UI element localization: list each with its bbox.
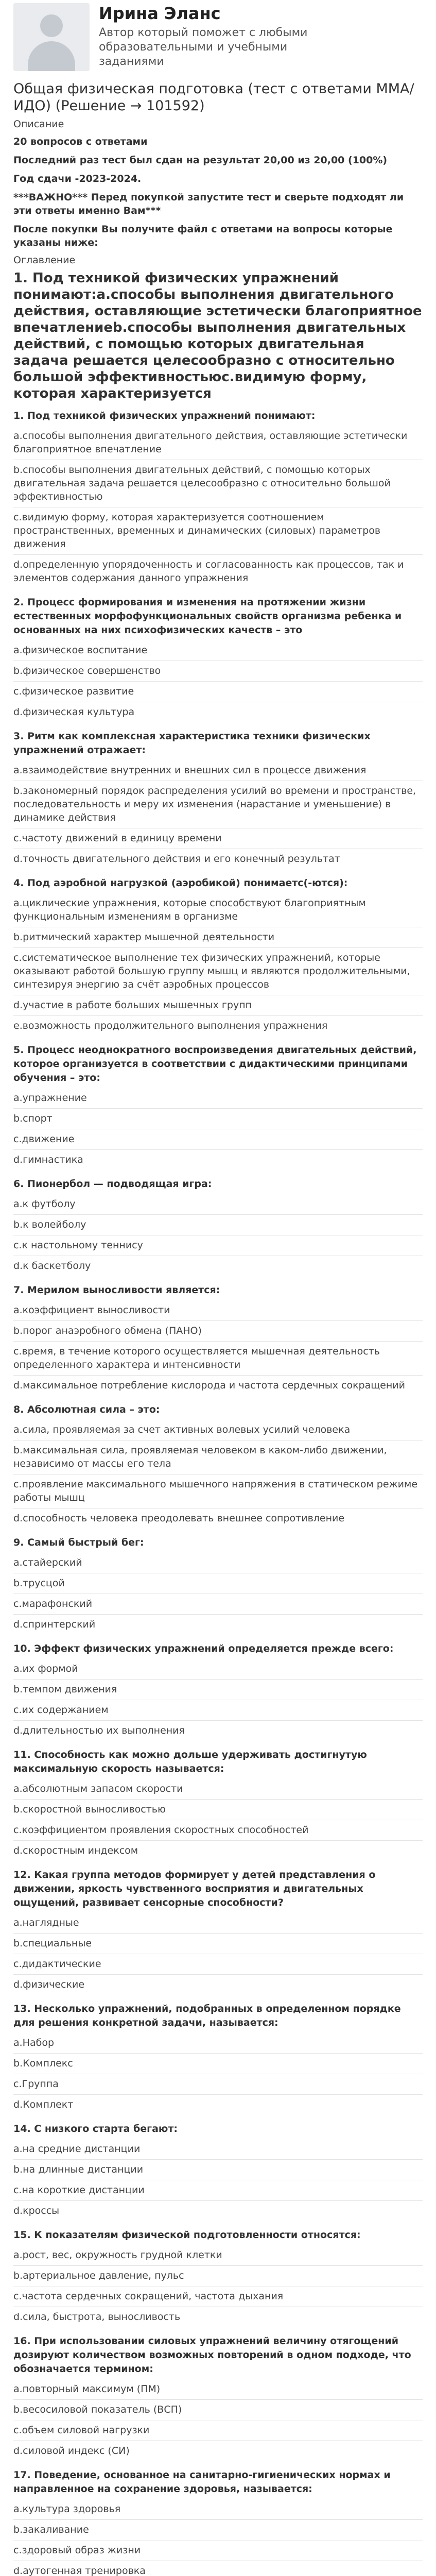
answer-option: b.специальные [13,1934,423,1954]
answer-option: b.максимальная сила, проявляемая человеком в каком-либо движении, независимо от массы его тела [13,1440,423,1475]
author-info [99,3,341,69]
question-text: 14. С низкого старта бегают: [13,2123,178,2134]
question-text: 5. Процесс неоднократного воспроизведения двигательных действий, которое организуется в соответствии с дидактическими принципами обучения – это: [13,1044,417,1083]
answer-option: c.марафонский [13,1594,423,1615]
question-block [13,1283,423,1396]
answer-options [13,1088,423,1170]
answer-options [13,1779,423,1861]
question-text: 1. Под техникой физических упражнений понимают: [13,410,316,421]
answer-option: c.их содержанием [13,1700,423,1721]
pass-year: Год сдачи -2023-2024. [13,173,142,184]
answer-option: c.частота сердечных сокращений, частота дыхания [13,2286,423,2307]
answer-option: d.Комплект [13,2099,74,2110]
answer-option: c.видимую форму, которая характеризуется соотношением пространственных, временных и динамических (силовых) параметров движения [13,507,423,555]
answer-options [13,1420,423,1529]
question-block [13,2002,423,2115]
question-block [13,2122,423,2221]
question-text: 6. Пионербол — подводящая игра: [13,1178,212,1190]
answer-option: d.к баскетболу [13,1260,91,1272]
answer-option: c.частоту движений в единицу времени [13,828,423,849]
answer-options [13,2139,423,2221]
answer-option: b.Комплекс [13,2054,423,2074]
answer-option: b.к волейболу [13,1215,423,1235]
answer-option: b.физическое совершенство [13,661,423,682]
question-text: 9. Самый быстрый бег: [13,1537,144,1548]
author-name[interactable]: Ирина Эланс [99,4,221,23]
answer-option: c.время, в течение которого осуществляется мышечная деятельность определенного характера и интенсивности [13,1342,423,1376]
answer-options [13,760,423,869]
question-block [13,730,423,869]
answer-option: b.ритмический характер мышечной деятельности [13,927,423,948]
answer-option: b.скоростной выносливостью [13,1800,423,1820]
answer-option: a.абсолютным запасом скорости [13,1779,423,1800]
answer-option: b.способы выполнения двигательных действий, с помощью которых двигательная задача решается целесообразно с относительно большой эффективностью [13,460,423,507]
answer-option: b.артериальное давление, пульс [13,2266,423,2286]
answer-options [13,2379,423,2461]
question-block [13,1868,423,1995]
answer-option: a.сила, проявляемая за счет активных волевых усилий человека [13,1420,423,1440]
answer-option: d.точность двигательного действия и его конечный результат [13,853,340,865]
avatar-placeholder-body [28,41,75,71]
answer-options [13,2245,423,2327]
question-block [13,2468,423,2576]
description-label: Описание [13,118,64,130]
question-text: 3. Ритм как комплексная характеристика техники физических упражнений отражает: [13,731,371,756]
answer-option: a.культура здоровья [13,2499,423,2520]
question-block [13,1043,423,1170]
question-block [13,876,423,1036]
answer-option: b.трусцой [13,1573,423,1594]
question-block [13,1642,423,1741]
toc-label: Оглавление [13,255,76,266]
answer-option: c.Группа [13,2074,423,2095]
answer-option: c.дидактические [13,1954,423,1975]
answer-option: b.темпом движения [13,1680,423,1700]
answer-option: d.гимнастика [13,1154,83,1165]
answer-option: d.максимальное потребление кислорода и частота сердечных сокращений [13,1380,405,1391]
answer-option: d.физическая культура [13,706,135,718]
answer-options [13,426,423,588]
answer-option: a.к футболу [13,1194,423,1215]
answer-options [13,1913,423,1995]
intro-question: 1. Под техникой физических упражнений понимают:a.способы выполнения двигательного действия, оставляющие эстетически благоприятное впечатлениеb.способы выполнения двигательных действий, с помощью которых двигательная задача решается целесообразно с относительно большой эффективностьюc.видимую форму, которая характеризуется [13,270,422,401]
answer-option: d.спринтерский [13,1619,96,1630]
answer-option: d.физические [13,1979,85,1990]
answer-option: d.силовой индекс (СИ) [13,2445,130,2456]
question-text: 16. При использовании силовых упражнений величину отягощений дозируют количеством возможных повторений в одном подходе, что обозначается термином: [13,2335,411,2375]
question-block [13,1748,423,1861]
answer-option: c.систематическое выполнение тех физических упражнений, которые оказывают работой большую группу мышц и являются продолжительными, синтезируя энергию за счёт аэробных процессов [13,948,423,995]
question-block [13,1403,423,1529]
question-text: 13. Несколько упражнений, подобранных в определенном порядке для решения конкретной задачи, называется: [13,2003,401,2028]
answer-option: a.взаимодействие внутренних и внешних сил в процессе движения [13,760,423,781]
answer-option: c.к настольному теннису [13,1235,423,1256]
answer-option: a.повторный максимум (ПМ) [13,2379,423,2400]
answer-option: d.способность человека преодолевать внешнее сопротивление [13,1513,345,1524]
question-text: 8. Абсолютная сила – это: [13,1404,160,1415]
answer-option: a.стайерский [13,1553,423,1573]
answer-option: d.определенную упорядоченность и согласованность как процессов, так и элементов содержания данного упражнения [13,559,404,584]
question-text: 15. К показателям физической подготовленности относятся: [13,2229,361,2241]
answer-options [13,1553,423,1635]
answer-option: a.циклические упражнения, которые способствуют благоприятным функциональным изменениям в организме [13,893,423,927]
last-pass-result: Последний раз тест был сдан на результат 20,00 из 20,00 (100%) [13,155,388,166]
answer-option: d.аутогенная тренировка [13,2565,146,2576]
avatar-placeholder-head [40,14,63,37]
answer-option: b.закаливание [13,2520,423,2540]
answer-option: a.упражнение [13,1088,423,1109]
answer-option: a.физическое воспитание [13,640,423,661]
question-text: 2. Процесс формирования и изменения на протяжении жизни естественных морфофункциональных свойств организма ребенка и основанных на них психофизических качеств – это [13,597,402,636]
answer-option: a.их формой [13,1659,423,1680]
answer-option: d.длительностью их выполнения [13,1725,185,1736]
answer-option: c.объем силовой нагрузки [13,2420,423,2441]
answer-option: b.спорт [13,1109,423,1129]
answer-option: d.сила, быстрота, выносливость [13,2311,181,2323]
question-block [13,1177,423,1276]
document-title: Общая физическая подготовка (тест с ответами ММА/ИДО) (Решение → 101592) [13,81,414,114]
answer-option: a.способы выполнения двигательного действия, оставляющие эстетически благоприятное впечатление [13,426,423,460]
answer-option: a.на средние дистанции [13,2139,423,2160]
answer-option: b.весосиловой показатель (ВСП) [13,2400,423,2420]
warning-note: ***ВАЖНО*** Перед покупкой запустите тест и сверьте подходят ли эти ответы именно Вам*** [13,192,404,216]
answer-option: c.коэффициентом проявления скоростных способностей [13,1820,423,1841]
answer-option: c.движение [13,1129,423,1150]
answer-option: a.рост, вес, окружность грудной клетки [13,2245,423,2266]
question-block [13,409,423,588]
questions-list [13,409,423,2576]
question-text: 7. Мерилом выносливости является: [13,1284,220,1296]
question-block [13,596,423,722]
answer-option: d.кроссы [13,2205,60,2216]
question-block [13,1536,423,1635]
answer-option: c.здоровый образ жизни [13,2540,423,2561]
answer-option: e.возможность продолжительного выполнения упражнения [13,1020,328,1031]
question-block [13,2334,423,2461]
answer-options [13,1300,423,1396]
answer-option: d.участие в работе больших мышечных групп [13,995,423,1016]
after-purchase-note: После покупки Вы получите файл с ответами на вопросы которые указаны ниже: [13,224,393,248]
answer-option: b.закономерный порядок распределения усилий во времени и пространстве, последовательность и меру их изменения (нарастание и уменьшение) в динамике действия [13,781,423,828]
answer-option: a.наглядные [13,1913,423,1934]
answer-options [13,1194,423,1276]
answer-option: c.на короткие дистанции [13,2180,423,2201]
question-text: 11. Способность как можно дольше удерживать достигнутую максимальную скорость называется: [13,1749,367,1774]
answer-options [13,2499,423,2576]
answer-option: b.порог анаэробного обмена (ПАНО) [13,1321,423,1342]
question-text: 17. Поведение, основанное на санитарно-гигиенических нормах и направленное на сохранение здоровья, называется: [13,2469,391,2495]
answer-option: c.физическое развитие [13,682,423,702]
answer-options [13,893,423,1036]
answer-option: b.на длинные дистанции [13,2160,423,2180]
question-text: 10. Эффект физических упражнений определяется прежде всего: [13,1643,394,1654]
author-card [13,0,423,73]
question-text: 4. Под аэробной нагрузкой (аэробикой) понимаетс(-ются): [13,877,348,889]
questions-count: 20 вопросов с ответами [13,136,148,147]
answer-options [13,1659,423,1741]
question-text: 12. Какая группа методов формирует у детей представления о движении, яркость чувственного восприятия и двигательных ощущений, развивает сенсорные способности? [13,1869,376,1908]
author-subtitle: Автор который поможет с любыми образовательными и учебными заданиями [99,26,308,68]
question-block [13,2228,423,2327]
answer-option: a.коэффициент выносливости [13,1300,423,1321]
answer-options [13,640,423,722]
answer-option: c.проявление максимального мышечного напряжения в статическом режиме работы мышц [13,1475,423,1509]
answer-options [13,2033,423,2115]
answer-option: d.скоростным индексом [13,1845,138,1856]
answer-option: a.Набор [13,2033,423,2054]
avatar[interactable] [13,3,90,71]
